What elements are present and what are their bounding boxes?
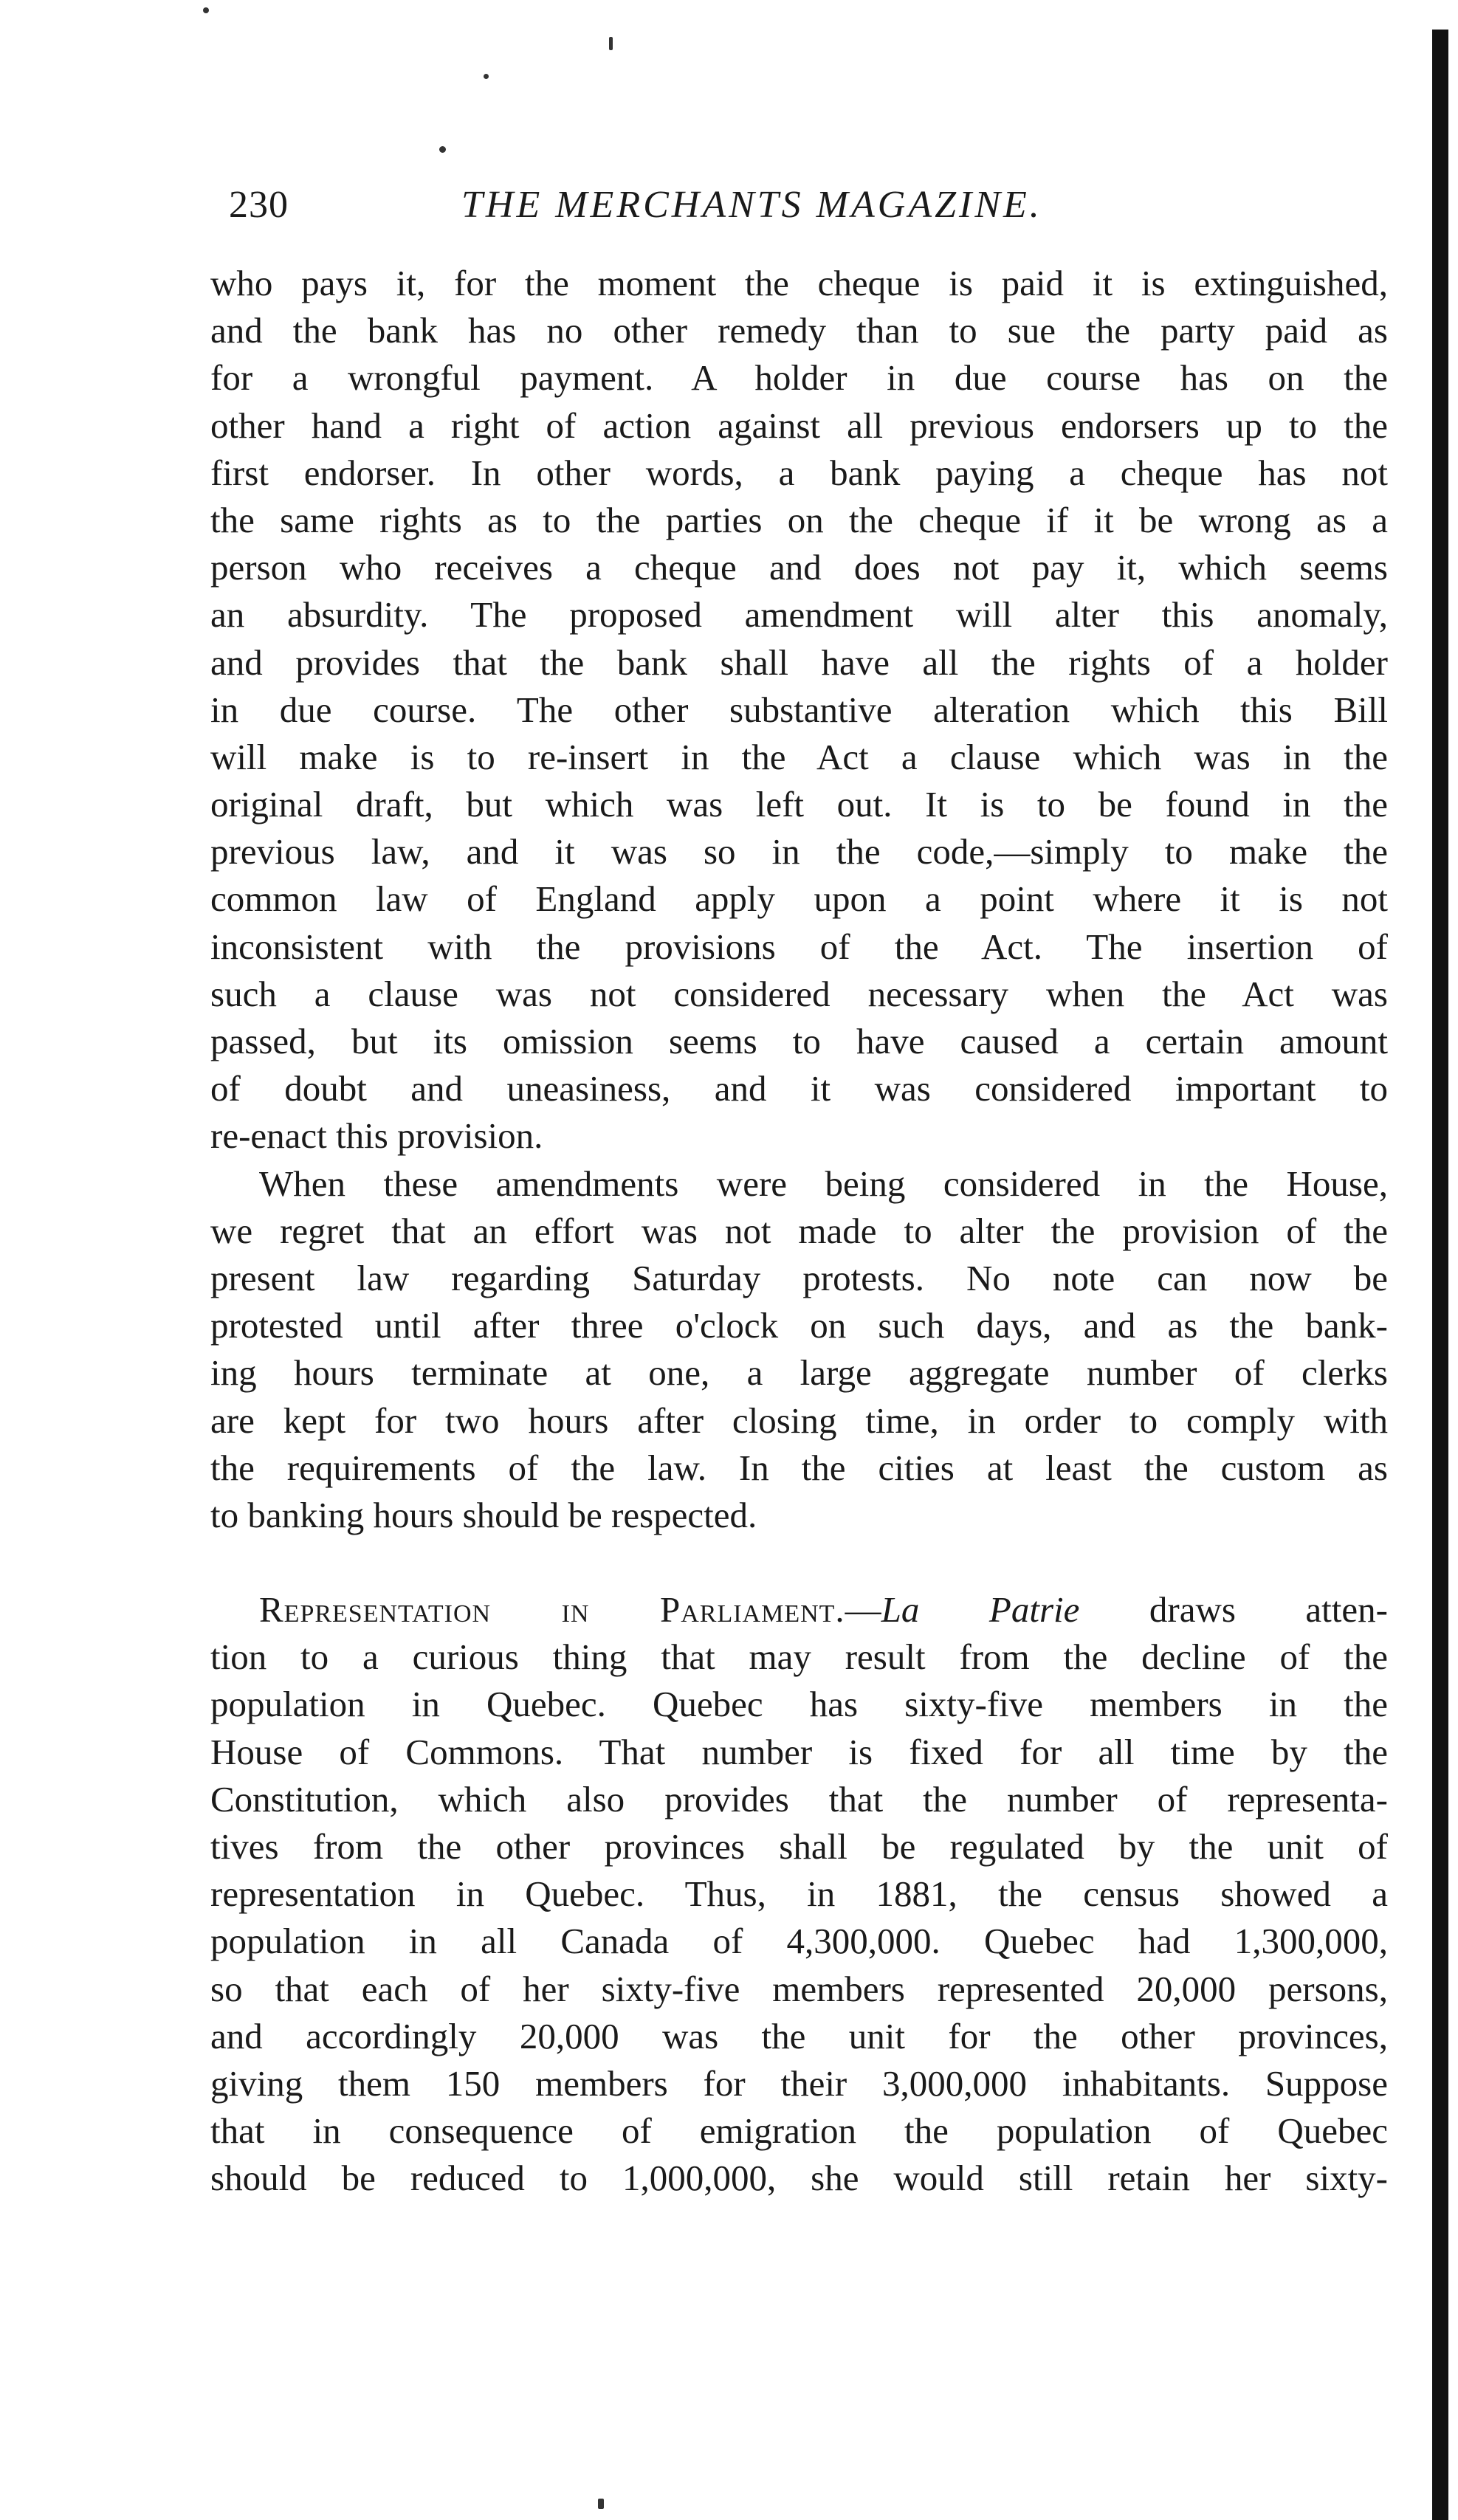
running-title: THE MERCHANTS MAGAZINE. <box>461 184 1042 226</box>
text-line: of doubt and uneasiness, and it was considered important to <box>210 1068 1388 1109</box>
text-line: in due course. The other substantive alteration which this Bill <box>210 689 1388 730</box>
text-line: the requirements of the law. In the cities at least the custom as <box>210 1447 1388 1488</box>
text-line: that in consequence of emigration the population of Quebec <box>210 2110 1388 2152</box>
text-line: so that each of her sixty-five members represented 20,000 persons, <box>210 1968 1388 2009</box>
text-line: common law of England apply upon a point where it is not <box>210 878 1388 920</box>
ink-speck <box>598 2499 604 2509</box>
section-heading: Representation in Parliament. <box>259 1589 845 1631</box>
text-line: we regret that an effort was not made to alter the provision of the <box>210 1210 1388 1251</box>
text-line: protested until after three o'clock on such days, and as the bank- <box>210 1305 1388 1346</box>
em-dash: — <box>845 1589 881 1631</box>
paragraph-cheque-amendment <box>210 260 1388 1160</box>
text-line: person who receives a cheque and does not pay it, which seems <box>210 547 1388 588</box>
heading-line-rest: draws atten- <box>1079 1589 1388 1631</box>
newspaper-name: La Patrie <box>881 1589 1080 1631</box>
text-line: House of Commons. That number is fixed for all time by the <box>210 1731 1388 1772</box>
page-number: 230 <box>229 184 289 226</box>
text-line: tion to a curious thing that may result from the decline of the <box>210 1636 1388 1678</box>
text-line: should be reduced to 1,000,000, she would still retain her sixty- <box>210 2158 1388 2199</box>
section-spacer <box>210 1539 1388 1586</box>
text-line: other hand a right of action against all previous endorsers up to the <box>210 404 1388 446</box>
text-line: such a clause was not considered necessary when the Act was <box>210 973 1388 1014</box>
ink-speck <box>609 37 613 50</box>
text-line: inconsistent with the provisions of the Act. The insertion of <box>210 926 1388 967</box>
text-line: will make is to re-insert in the Act a clause which was in the <box>210 736 1388 777</box>
text-line: for a wrongful payment. A holder in due course has on the <box>210 357 1388 399</box>
scan-edge-bar <box>1432 30 1448 2520</box>
text-line: an absurdity. The proposed amendment will alter this anomaly, <box>210 594 1388 636</box>
text-line <box>210 1586 1388 1633</box>
text-line: Constitution, which also provides that the number of representa- <box>210 1778 1388 1820</box>
text-line: and accordingly 20,000 was the unit for the other provinces, <box>210 2015 1388 2056</box>
text-line: passed, but its omission seems to have caused a certain amount <box>210 1021 1388 1061</box>
text-line: When these amendments were being considered in the House, <box>259 1163 1388 1204</box>
text-line: are kept for two hours after closing time, in order to comply with <box>210 1400 1388 1441</box>
text-line: population in Quebec. Quebec has sixty-five members in the <box>210 1684 1388 1725</box>
text-line: first endorser. In other words, a bank paying a cheque has not <box>210 452 1388 493</box>
text-line: representation in Quebec. Thus, in 1881, the census showed a <box>210 1873 1388 1915</box>
text-line: the same rights as to the parties on the cheque if it be wrong as a <box>210 499 1388 540</box>
text-line: original draft, but which was left out. It is to be found in the <box>210 784 1388 825</box>
text-line: previous law, and it was so in the code,—simply to make the <box>210 831 1388 872</box>
text-line: who pays it, for the moment the cheque is paid it is extinguished, <box>210 263 1388 303</box>
ink-speck <box>203 7 209 13</box>
ink-speck <box>484 74 489 79</box>
text-line: tives from the other provinces shall be regulated by the unit of <box>210 1826 1388 1867</box>
text-line: ing hours terminate at one, a large aggregate number of clerks <box>210 1352 1388 1394</box>
ink-speck <box>439 146 446 153</box>
text-line: and provides that the bank shall have all the rights of a holder <box>210 641 1388 683</box>
paragraph-saturday-protests <box>210 1160 1388 1540</box>
running-header <box>229 183 1166 235</box>
text-line: giving them 150 members for their 3,000,000 inhabitants. Suppose <box>210 2062 1388 2104</box>
text-line: re-enact this provision. <box>210 1115 543 1157</box>
text-line: and the bank has no other remedy than to sue the party paid as <box>210 310 1388 351</box>
paragraph-representation <box>210 1586 1388 2202</box>
text-line: to banking hours should be respected. <box>210 1494 757 1535</box>
article-body <box>210 260 1388 2203</box>
text-line: present law regarding Saturday protests. No note can now be <box>210 1257 1388 1298</box>
text-line: population in all Canada of 4,300,000. Quebec had 1,300,000, <box>210 1921 1388 1962</box>
